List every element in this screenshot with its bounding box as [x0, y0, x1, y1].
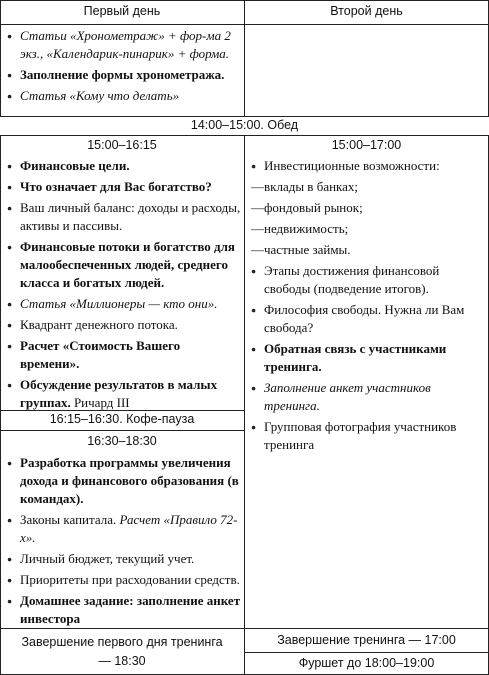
list-item [3, 27, 241, 63]
coffee-break-row: 16:15–16:30. Кофе-пауза [49, 412, 195, 426]
list-item [247, 220, 485, 238]
list-item-text: недвижимость; [264, 221, 349, 236]
list-item-text: Разработка программы увеличения дохода и финансового образования (в командах). [20, 455, 239, 506]
list-item-text: Ваш личный баланс: доходы и расходы, активы и пассивы. [20, 200, 241, 233]
list-item-extra: Ричард III [70, 395, 130, 410]
list-item-text: Философия свободы. Нужна ли Вам свобода? [264, 302, 465, 335]
list-item-text: Инвестиционные возможности: [264, 158, 440, 173]
list-item-text: Статья «Миллионеры — кто они». [20, 296, 218, 311]
list-item-text: фондовый рынок; [264, 200, 363, 215]
list-item [247, 418, 485, 454]
list-item-text: Статья «Кому что делать» [20, 88, 180, 103]
list-item [3, 238, 241, 292]
list-item [3, 337, 241, 373]
day1-block2-list [3, 454, 241, 631]
day1-block2-time: 16:30–18:30 [87, 434, 157, 448]
list-item-text: Заполнение формы хронометража. [20, 67, 225, 82]
day2-block-time: 15:00–17:00 [331, 138, 402, 152]
list-item-text: частные займы. [264, 242, 351, 257]
list-item [247, 178, 485, 196]
list-item [247, 157, 485, 175]
list-item-text: Домашнее задание: заполнение анкет инвестора [20, 593, 241, 626]
list-item [3, 454, 241, 508]
list-item [247, 199, 485, 217]
morning-list [3, 27, 241, 108]
list-item [247, 340, 485, 376]
list-item-text: Заполнение анкет участников тренинга. [264, 380, 431, 413]
list-item [247, 301, 485, 337]
list-item-text: Квадрант денежного потока. [20, 317, 178, 332]
buffet-row: Фуршет до 18:00–19:00 [298, 656, 435, 670]
list-item-text: Статьи «Хронометраж» + фор-ма 2 экз., «Календарик-пинарик» + форма. [20, 28, 231, 61]
list-item-text: Обсуждение результатов в малых группах. [20, 377, 218, 410]
lunch-row: 14:00–15:00. Обед [190, 118, 299, 132]
list-item [247, 379, 485, 415]
day2-end: Завершение тренинга — 17:00 [277, 633, 456, 647]
list-item [3, 550, 241, 568]
list-item-text: Приоритеты при расходовании средств. [20, 572, 240, 587]
list-item-text: Групповая фотография участников тренинга [264, 419, 457, 452]
list-item [3, 571, 241, 589]
list-item [3, 295, 241, 313]
list-item [3, 199, 241, 235]
list-item-text: Расчет «Стоимость Вашего времени». [20, 338, 181, 371]
list-item [3, 376, 241, 412]
list-item-text: Личный бюджет, текущий учет. [20, 551, 195, 566]
list-item [3, 157, 241, 175]
header-day2: Второй день [330, 4, 403, 18]
day1-block1-time: 15:00–16:15 [87, 138, 157, 152]
list-item-text: вклады в банках; [264, 179, 359, 194]
day2-block-list [247, 157, 485, 457]
list-item [3, 511, 241, 547]
list-item-text: Финансовые цели. [20, 158, 130, 173]
list-item [3, 178, 241, 196]
list-item [3, 592, 241, 628]
list-item [247, 262, 485, 298]
list-item-text: Финансовые потоки и богатство для малообеспеченных людей, среднего класса и богатых людей. [20, 239, 235, 290]
list-item-text: Этапы достижения финансовой свободы (подведение итогов). [264, 263, 440, 296]
list-item [3, 87, 241, 105]
list-item [3, 316, 241, 334]
list-item-italic-part: Расчет «Правило 72-х». [20, 512, 238, 545]
list-item-text: Законы капитала. [20, 512, 117, 527]
day1-block1-list [3, 157, 241, 415]
list-item-text: Обратная связь с участниками тренинга. [264, 341, 447, 374]
header-day1: Первый день [83, 4, 161, 18]
list-item [247, 241, 485, 259]
list-item-text: Что означает для Вас богатство? [20, 179, 212, 194]
day1-end: Завершение первого дня тренинга — 18:30 [21, 635, 223, 668]
list-item [3, 66, 241, 84]
